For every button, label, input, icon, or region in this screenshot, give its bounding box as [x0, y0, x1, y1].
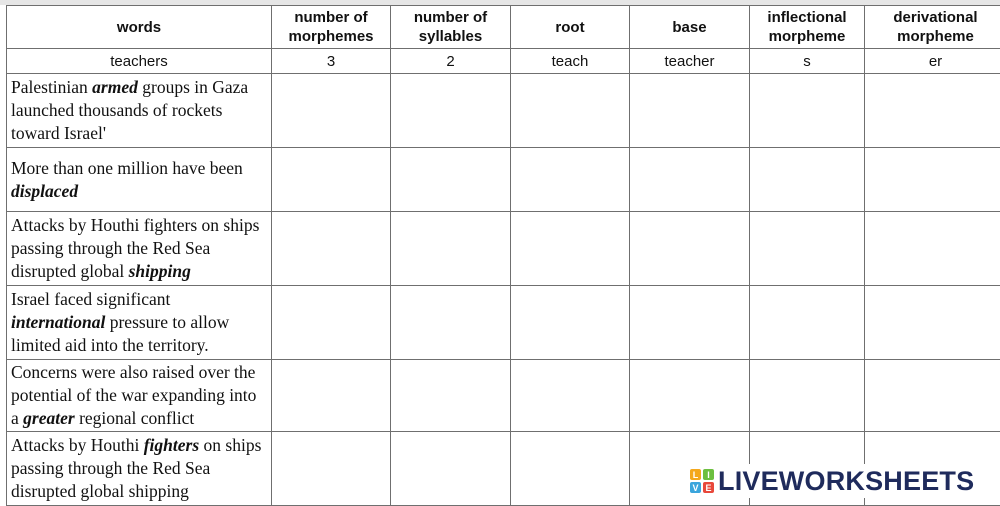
answer-root[interactable] [511, 212, 630, 286]
answer-syllables[interactable] [391, 212, 511, 286]
answer-morphemes[interactable] [272, 432, 391, 506]
answer-inflectional[interactable] [750, 212, 865, 286]
answer-root[interactable] [511, 286, 630, 360]
example-row [7, 49, 1000, 74]
header-number-of-morphemes: number of morphemes [272, 6, 391, 49]
table-row [7, 148, 1000, 212]
answer-morphemes[interactable] [272, 148, 391, 212]
example-syllables: 2 [391, 49, 511, 74]
sentence-cell: More than one million have been displaced [7, 148, 272, 212]
example-inflectional: s [750, 49, 865, 74]
answer-derivational[interactable] [865, 360, 1000, 432]
liveworksheets-logo [690, 464, 982, 498]
answer-derivational[interactable] [865, 212, 1000, 286]
table-row [7, 74, 1000, 148]
header-inflectional-morpheme: inflectional morpheme [750, 6, 865, 49]
answer-syllables[interactable] [391, 148, 511, 212]
answer-syllables[interactable] [391, 286, 511, 360]
answer-base[interactable] [630, 286, 750, 360]
header-row [7, 6, 1000, 49]
header-number-of-syllables: number of syllables [391, 6, 511, 49]
example-word: teachers [7, 49, 272, 74]
sentence-cell: Attacks by Houthi fighters on ships passing through the Red Sea disrupted global shipping [7, 212, 272, 286]
logo-text: LIVEWORKSHEETS [718, 465, 975, 496]
morpheme-table [6, 5, 1000, 506]
header-derivational-morpheme: derivational morpheme [865, 6, 1000, 49]
header-words: words [7, 6, 272, 49]
answer-syllables[interactable] [391, 74, 511, 148]
logo-mark-l: L [690, 469, 701, 480]
answer-base[interactable] [630, 360, 750, 432]
table-row [7, 360, 1000, 432]
liveworksheets-logo-mark [690, 469, 714, 493]
example-root: teach [511, 49, 630, 74]
answer-inflectional[interactable] [750, 286, 865, 360]
answer-base[interactable] [630, 148, 750, 212]
table-row [7, 212, 1000, 286]
answer-root[interactable] [511, 432, 630, 506]
sentence-cell: Israel faced significant international pressure to allow limited aid into the territory. [7, 286, 272, 360]
answer-syllables[interactable] [391, 432, 511, 506]
example-base: teacher [630, 49, 750, 74]
answer-morphemes[interactable] [272, 360, 391, 432]
target-word: greater [23, 408, 75, 428]
logo-mark-e: E [703, 482, 714, 493]
answer-derivational[interactable] [865, 148, 1000, 212]
sentence-cell: Palestinian armed groups in Gaza launched thousands of rockets toward Israel' [7, 74, 272, 148]
target-word: shipping [128, 261, 191, 281]
table-row [7, 286, 1000, 360]
answer-inflectional[interactable] [750, 74, 865, 148]
answer-inflectional[interactable] [750, 360, 865, 432]
target-word: displaced [11, 180, 79, 201]
target-word: fighters [143, 435, 200, 455]
sentence-cell: Attacks by Houthi fighters on ships passing through the Red Sea disrupted global shipping [7, 432, 272, 506]
header-root: root [511, 6, 630, 49]
answer-derivational[interactable] [865, 286, 1000, 360]
target-word: international [11, 312, 106, 332]
answer-morphemes[interactable] [272, 212, 391, 286]
example-morphemes: 3 [272, 49, 391, 74]
answer-root[interactable] [511, 74, 630, 148]
answer-morphemes[interactable] [272, 74, 391, 148]
target-word: armed [92, 77, 138, 97]
answer-base[interactable] [630, 74, 750, 148]
logo-mark-v: V [690, 482, 701, 493]
answer-syllables[interactable] [391, 360, 511, 432]
sentence-cell: Concerns were also raised over the potential of the war expanding into a greater regional conflict [7, 360, 272, 432]
logo-mark-i: I [703, 469, 714, 480]
answer-morphemes[interactable] [272, 286, 391, 360]
answer-derivational[interactable] [865, 74, 1000, 148]
answer-inflectional[interactable] [750, 148, 865, 212]
header-base: base [630, 6, 750, 49]
example-derivational: er [865, 49, 1000, 74]
answer-root[interactable] [511, 148, 630, 212]
answer-root[interactable] [511, 360, 630, 432]
answer-base[interactable] [630, 212, 750, 286]
